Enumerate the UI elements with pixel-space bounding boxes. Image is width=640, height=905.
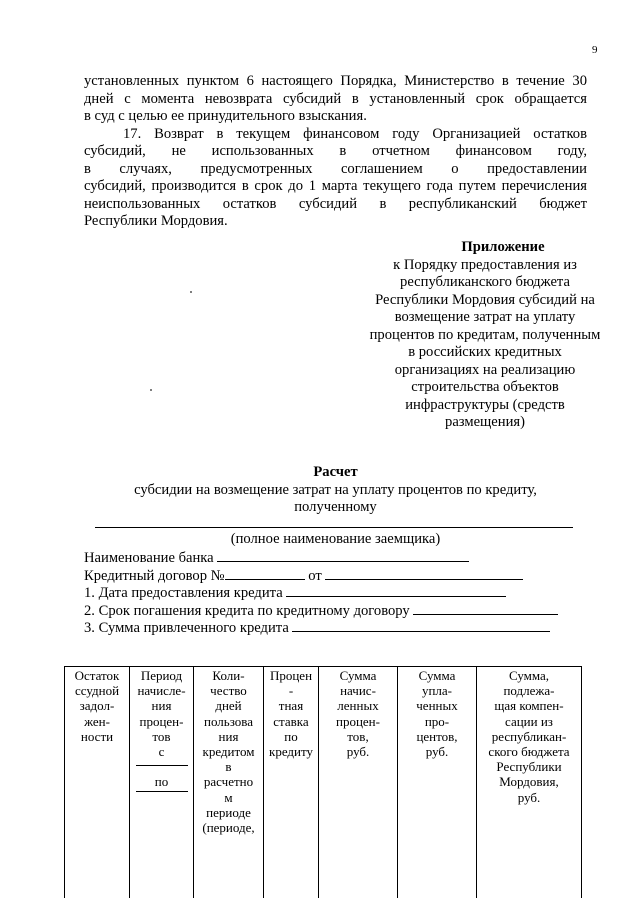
col-accrued-interest: Сумма начис- ленных процен- тов, руб. [319,667,398,899]
appendix-line-2: республиканского бюджета [400,274,570,290]
period-to-line [136,791,188,792]
item2-row [84,602,587,621]
item3-row [84,619,587,638]
appendix-line-10: размещения) [445,414,525,430]
contract-date-blank[interactable] [325,567,523,580]
col-accrual-period: Период начисле- ния процен- тов с по [130,667,194,899]
calculation-title: Расчет [313,464,358,480]
contract-label: Кредитный договор № [84,568,225,584]
item3-label: 3. Сумма привлеченного кредита [84,620,289,636]
appendix-line-1: к Порядку предоставления из [393,257,577,273]
appendix-line-9: инфраструктуры (средств [405,397,565,413]
item2-blank[interactable] [413,602,558,615]
scan-speck [150,389,152,391]
appendix-line-6: в российских кредитных [408,344,562,360]
paragraph2-line-1: 17. Возврат в текущем финансовом году Организацией остатков [123,126,587,142]
item1-row [84,584,587,603]
paragraph2-line-3: в случаях, предусмотренных соглашением о предоставлении [84,161,587,177]
contract-from-label: от [308,568,322,584]
col-paid-interest: Сумма упла- ченных про- центов, руб. [398,667,477,899]
item2-label: 2. Срок погашения кредита по кредитному договору [84,603,410,619]
paragraph1-line-2: дней с момента невозврата субсидий в установленный срок обращается [84,91,587,107]
calculation-subtitle-2: полученному [294,499,377,515]
paragraph2-line-4: субсидий, производится в срок до 1 марта текущего года путем перечисления [84,178,587,194]
period-from-line [136,765,188,766]
page-number: 9 [592,44,598,56]
calculation-subtitle-1: субсидии на возмещение затрат на уплату процентов по кредиту, [134,482,537,498]
appendix-title: Приложение [461,239,545,255]
borrower-name-line [95,527,573,528]
bank-row [84,549,587,568]
scan-speck [190,291,192,293]
paragraph2-line-5: неиспользованных остатков субсидий в республиканский бюджет [84,196,587,212]
appendix-line-5: процентов по кредитам, полученным [369,327,601,343]
bank-label: Наименование банка [84,550,214,566]
paragraph1-line-3: в суд с целью ее принудительного взыскания. [84,108,367,124]
paragraph2-line-6: Республики Мордовия. [84,213,228,229]
item1-label: 1. Дата предоставления кредита [84,585,283,601]
contract-number-blank[interactable] [225,567,305,580]
col-days-count: Коли- чество дней пользова ния кредитом в расчетно м периоде (периоде, [194,667,264,899]
bank-name-blank[interactable] [217,549,469,562]
appendix-line-8: строительства объектов [411,379,559,395]
paragraph1-line-1: установленных пунктом 6 настоящего Порядка, Министерство в течение 30 [84,73,587,89]
col-interest-rate: Процен - тная ставка по кредиту [264,667,319,899]
col-compensation-amount: Сумма, подлежа- щая компен- сации из республикан- ского бюджета Республики Мордовия, руб. [477,667,582,899]
borrower-caption: (полное наименование заемщика) [230,531,441,547]
calculation-table [64,666,582,898]
appendix-line-3: Республики Мордовия субсидий на [375,292,595,308]
item3-blank[interactable] [292,619,550,632]
contract-row [84,567,587,586]
paragraph2-line-2: субсидий, не использованных в отчетном финансовом году, [84,143,587,159]
appendix-line-7: организациях на реализацию [394,362,576,378]
col-remaining-debt: Остаток ссудной задол- жен- ности [65,667,130,899]
appendix-line-4: возмещение затрат на уплату [394,309,576,325]
table-header-row [65,667,582,899]
item1-blank[interactable] [286,584,506,597]
